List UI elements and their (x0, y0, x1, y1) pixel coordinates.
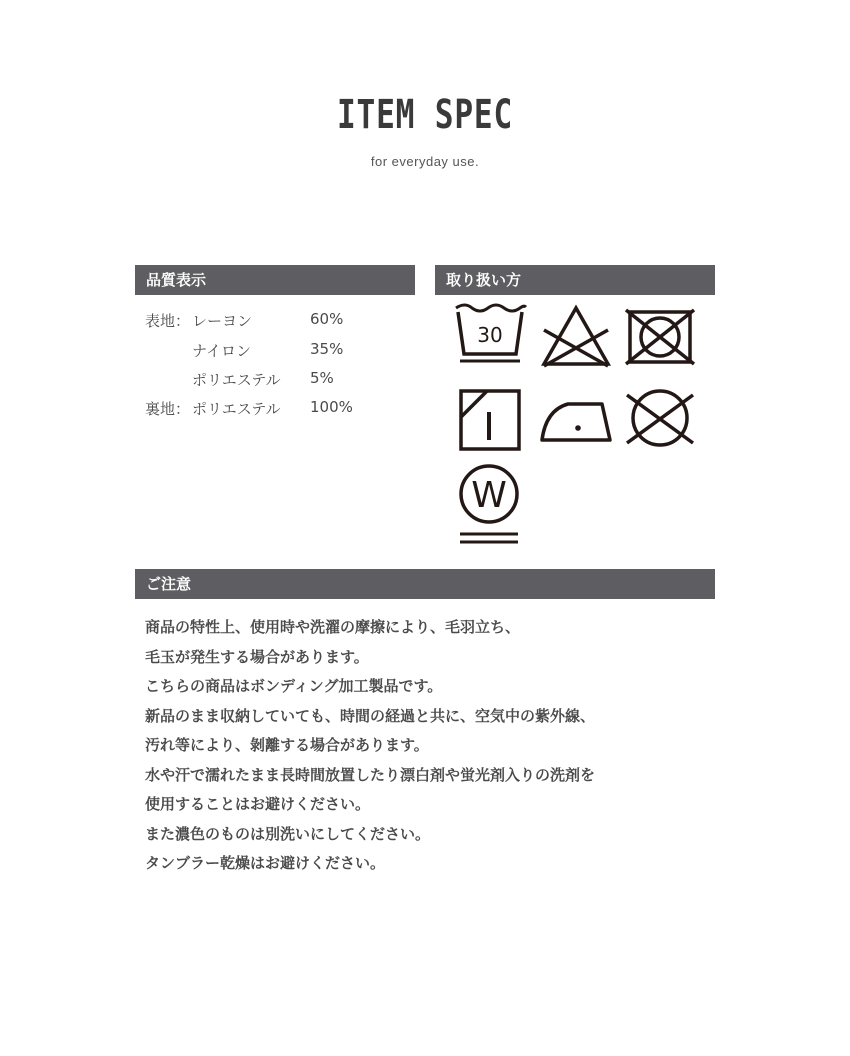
material-name: ポリエステル (192, 371, 281, 389)
note-line: 商品の特性上、使用時や洗濯の摩擦により、毛羽立ち、 (145, 618, 521, 636)
wet-clean-very-gentle-icon (456, 462, 522, 550)
note-line: また濃色のものは別洗いにしてください。 (145, 825, 431, 843)
wash-30-gentle-icon (452, 302, 528, 364)
page-subtitle: for everyday use. (370, 154, 480, 169)
material-name: ナイロン (192, 342, 251, 360)
iron-low-icon (538, 392, 614, 446)
wash-temperature: 30 (477, 323, 503, 347)
line-dry-shade-icon (458, 388, 522, 452)
material-name: ポリエステル (192, 400, 281, 418)
no-bleach-icon (540, 304, 612, 370)
wet-clean-letter: W (471, 475, 507, 516)
page-title: ITEM SPEC (336, 92, 514, 138)
note-line: 水や汗で濡れたまま長時間放置したり漂白剤や蛍光剤入りの洗剤を (145, 766, 596, 784)
note-line: こちらの商品はボンディング加工製品です。 (145, 677, 443, 695)
material-percent: 5% (310, 369, 334, 387)
no-tumble-dry-icon (624, 308, 696, 366)
note-line: 毛玉が発生する場合があります。 (145, 648, 369, 666)
material-name: レーヨン (192, 312, 253, 330)
note-line: タンブラー乾燥はお避けください。 (145, 854, 386, 872)
material-percent: 60% (310, 310, 344, 328)
note-line: 汚れ等により、剝離する場合があります。 (145, 736, 429, 754)
care-section-header: 取り扱い方 (435, 265, 715, 295)
material-prefix: 表地： (145, 312, 191, 330)
note-line: 使用することはお避けください。 (145, 795, 371, 813)
material-section-header: 品質表示 (135, 265, 415, 295)
material-percent: 35% (310, 340, 344, 358)
note-line: 新品のまま収納していても、時間の経過と共に、空気中の紫外線、 (145, 707, 596, 725)
material-prefix: 裏地： (145, 400, 191, 418)
material-percent: 100% (310, 398, 353, 416)
no-dry-clean-icon (624, 387, 696, 449)
notes-section-header: ご注意 (135, 569, 715, 599)
